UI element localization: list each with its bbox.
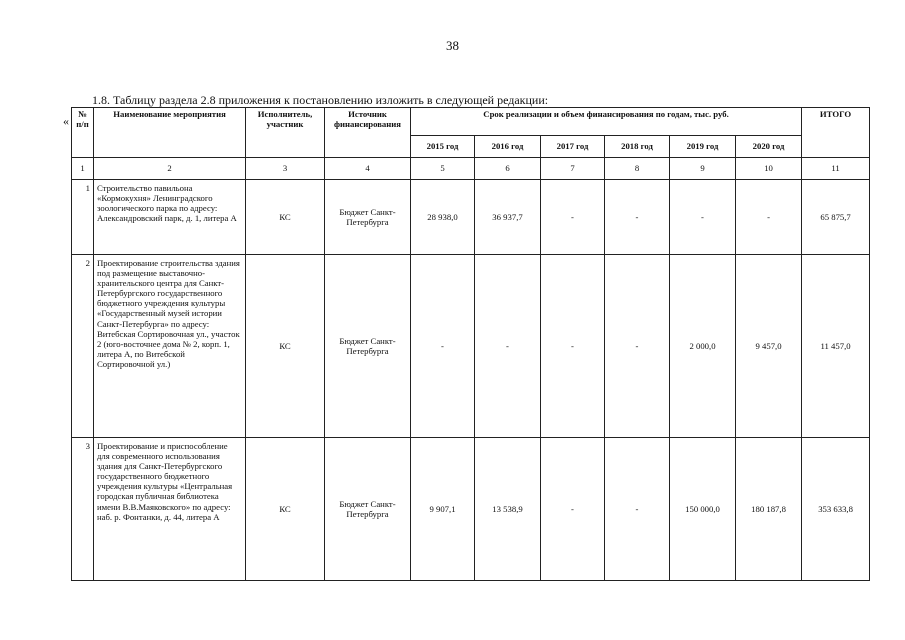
header-total: ИТОГО bbox=[802, 108, 870, 158]
column-number: 10 bbox=[736, 158, 802, 180]
header-name: Наименование мероприятия bbox=[94, 108, 246, 158]
year-value: 2 000,0 bbox=[670, 255, 736, 438]
column-number: 6 bbox=[475, 158, 541, 180]
source-cell: Бюджет Санкт-Петербурга bbox=[325, 438, 411, 581]
column-number: 4 bbox=[325, 158, 411, 180]
executor-cell: КС bbox=[246, 180, 325, 255]
executor-cell: КС bbox=[246, 438, 325, 581]
column-number-row bbox=[72, 158, 870, 180]
executor-cell: КС bbox=[246, 255, 325, 438]
total-value: 11 457,0 bbox=[802, 255, 870, 438]
total-value: 65 875,7 bbox=[802, 180, 870, 255]
header-period: Срок реализации и объем финансирования по годам, тыс. руб. bbox=[411, 108, 802, 136]
year-value: 180 187,8 bbox=[736, 438, 802, 581]
column-number: 8 bbox=[605, 158, 670, 180]
header-year: 2020 год bbox=[736, 136, 802, 158]
year-value: - bbox=[411, 255, 475, 438]
year-value: - bbox=[541, 438, 605, 581]
year-value: - bbox=[475, 255, 541, 438]
column-number: 11 bbox=[802, 158, 870, 180]
intro-paragraph: 1.8. Таблицу раздела 2.8 приложения к постановлению изложить в следующей редакции: bbox=[92, 93, 549, 107]
column-number: 9 bbox=[670, 158, 736, 180]
column-number: 7 bbox=[541, 158, 605, 180]
page-number: 38 bbox=[446, 38, 459, 53]
year-value: 9 457,0 bbox=[736, 255, 802, 438]
table-row bbox=[72, 438, 870, 581]
year-value: 13 538,9 bbox=[475, 438, 541, 581]
year-value: 150 000,0 bbox=[670, 438, 736, 581]
source-cell: Бюджет Санкт-Петербурга bbox=[325, 255, 411, 438]
source-cell: Бюджет Санкт-Петербурга bbox=[325, 180, 411, 255]
year-value: - bbox=[605, 255, 670, 438]
column-number: 2 bbox=[94, 158, 246, 180]
header-year: 2015 год bbox=[411, 136, 475, 158]
financing-table bbox=[71, 107, 870, 581]
row-number: 3 bbox=[72, 438, 94, 581]
year-value: 9 907,1 bbox=[411, 438, 475, 581]
header-source: Источник финансирования bbox=[325, 108, 411, 158]
year-value: - bbox=[605, 438, 670, 581]
header-year: 2016 год bbox=[475, 136, 541, 158]
year-value: - bbox=[736, 180, 802, 255]
header-year: 2018 год bbox=[605, 136, 670, 158]
year-value: 36 937,7 bbox=[475, 180, 541, 255]
year-value: - bbox=[605, 180, 670, 255]
opening-quote: « bbox=[63, 114, 69, 128]
activity-name: Проектирование строительства здания под размещение выставочно-хранительского центра для Санкт-Петербургского государственного бюджетного учреждения культуры «Государственный музей истории Санкт-Петербурга» по адресу: Витебская Сортировочная ул., участок 2 (юго-восточнее дома № 2, корп. 1, литера А, по Витебской Сортировочной ул.) bbox=[94, 255, 246, 438]
column-number: 5 bbox=[411, 158, 475, 180]
table-row bbox=[72, 180, 870, 255]
year-value: - bbox=[541, 180, 605, 255]
year-value: - bbox=[541, 255, 605, 438]
activity-name: Строительство павильона «Кормокухня» Ленинградского зоологического парка по адресу: Александровский парк, д. 1, литера А bbox=[94, 180, 246, 255]
column-number: 3 bbox=[246, 158, 325, 180]
column-number: 1 bbox=[72, 158, 94, 180]
header-executor: Исполнитель, участник bbox=[246, 108, 325, 158]
row-number: 1 bbox=[72, 180, 94, 255]
table-header-row bbox=[72, 108, 870, 136]
total-value: 353 633,8 bbox=[802, 438, 870, 581]
header-year: 2017 год bbox=[541, 136, 605, 158]
header-year: 2019 год bbox=[670, 136, 736, 158]
year-value: - bbox=[670, 180, 736, 255]
activity-name: Проектирование и приспособление для современного использования здания для Санкт-Петербургского государственного бюджетного учреждения культуры «Центральная городская публичная библиотека имени В.В.Маяковского» по адресу: наб. р. Фонтанки, д. 44, литера А bbox=[94, 438, 246, 581]
year-value: 28 938,0 bbox=[411, 180, 475, 255]
table-row bbox=[72, 255, 870, 438]
row-number: 2 bbox=[72, 255, 94, 438]
header-num: № п/п bbox=[72, 108, 94, 158]
